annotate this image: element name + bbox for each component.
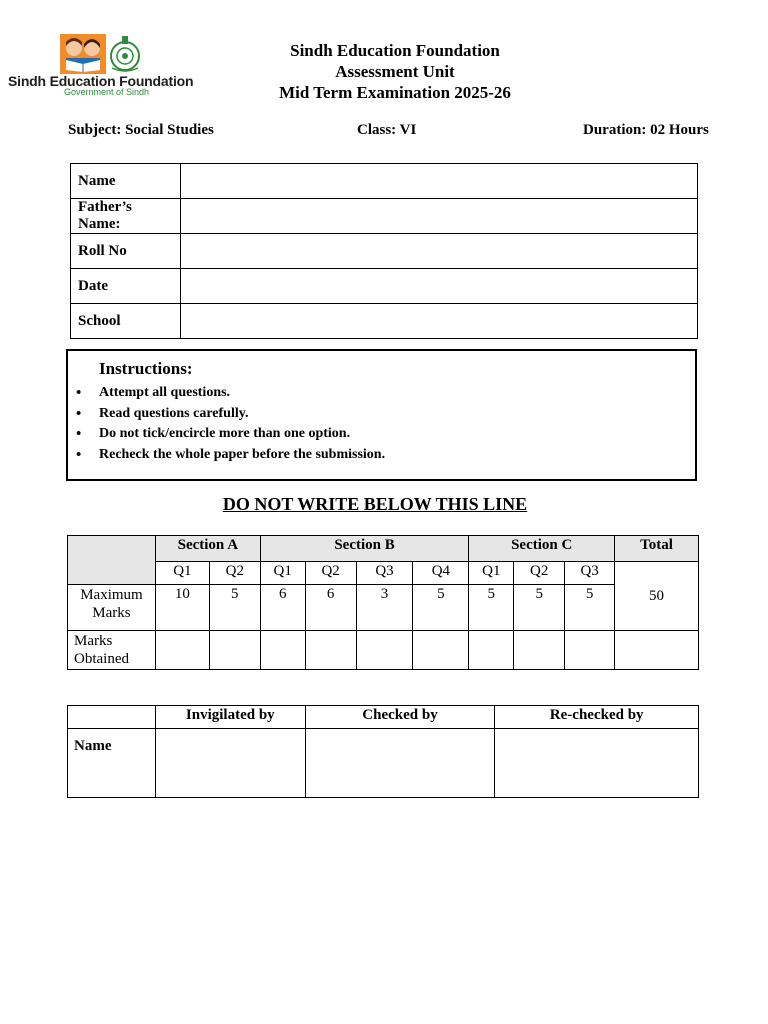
class-label: Class: VI xyxy=(357,122,417,138)
rechecker-name-field[interactable] xyxy=(495,729,699,798)
question-header: Q4 xyxy=(413,562,469,585)
instruction-item: • Recheck the whole paper before the submission. xyxy=(99,445,385,466)
max-mark-cell: 5 xyxy=(469,585,514,631)
instruction-item: • Do not tick/encircle more than one option. xyxy=(99,424,385,445)
signature-table xyxy=(67,705,699,798)
info-label: Name xyxy=(71,164,181,199)
question-header: Q3 xyxy=(356,562,413,585)
exam-header xyxy=(250,40,540,103)
checked-by-header: Checked by xyxy=(305,706,495,729)
info-row-father-name xyxy=(71,199,698,234)
obtained-mark-cell[interactable] xyxy=(209,631,260,670)
signature-name-row xyxy=(68,729,699,798)
signature-corner-cell xyxy=(68,706,156,729)
instruction-item: • Attempt all questions. xyxy=(99,383,385,404)
max-mark-cell: 5 xyxy=(565,585,615,631)
marks-obtained-row xyxy=(68,631,699,670)
roll-no-field[interactable] xyxy=(181,234,698,269)
obtained-mark-cell[interactable] xyxy=(469,631,514,670)
instructions-list xyxy=(99,383,385,465)
obtained-mark-cell[interactable] xyxy=(514,631,565,670)
obtained-mark-cell[interactable] xyxy=(356,631,413,670)
question-header: Q2 xyxy=(209,562,260,585)
max-marks-label: Maximum Marks xyxy=(68,585,156,631)
section-c-header: Section C xyxy=(469,536,615,562)
subject-label: Subject: Social Studies xyxy=(68,122,214,138)
obtained-total-cell[interactable] xyxy=(615,631,699,670)
signature-header-row xyxy=(68,706,699,729)
date-field[interactable] xyxy=(181,269,698,304)
obtained-mark-cell[interactable] xyxy=(155,631,209,670)
obtained-mark-cell[interactable] xyxy=(413,631,469,670)
header-exam-title: Mid Term Examination 2025-26 xyxy=(279,83,511,102)
duration-label: Duration: 02 Hours xyxy=(583,122,709,138)
school-field[interactable] xyxy=(181,304,698,339)
logo-text: Sindh Education Foundation xyxy=(8,73,194,89)
max-mark-cell: 3 xyxy=(356,585,413,631)
info-label: School xyxy=(71,304,181,339)
total-max-marks: 50 xyxy=(615,562,699,631)
section-b-header: Section B xyxy=(260,536,469,562)
obtained-mark-cell[interactable] xyxy=(305,631,356,670)
question-header: Q2 xyxy=(305,562,356,585)
invigilator-name-field[interactable] xyxy=(155,729,305,798)
name-field[interactable] xyxy=(181,164,698,199)
total-header: Total xyxy=(615,536,699,562)
info-label: Roll No xyxy=(71,234,181,269)
info-row-date xyxy=(71,269,698,304)
rechecked-by-header: Re-checked by xyxy=(495,706,699,729)
do-not-write-notice: DO NOT WRITE BELOW THIS LINE xyxy=(222,494,528,514)
marks-question-row xyxy=(68,562,699,585)
checker-name-field[interactable] xyxy=(305,729,495,798)
children-reading-icon xyxy=(60,34,106,74)
max-mark-cell: 5 xyxy=(209,585,260,631)
max-mark-cell: 5 xyxy=(514,585,565,631)
header-organization: Sindh Education Foundation xyxy=(290,41,500,60)
marks-section-row xyxy=(68,536,699,562)
question-header: Q1 xyxy=(155,562,209,585)
sef-logo xyxy=(8,34,194,98)
section-a-header: Section A xyxy=(155,536,260,562)
info-row-name xyxy=(71,164,698,199)
max-mark-cell: 5 xyxy=(413,585,469,631)
student-info-table xyxy=(70,163,698,339)
info-row-roll-no xyxy=(71,234,698,269)
marks-table xyxy=(67,535,699,670)
info-row-school xyxy=(71,304,698,339)
info-label: Date xyxy=(71,269,181,304)
instructions-box xyxy=(66,349,697,481)
instruction-item: • Read questions carefully. xyxy=(99,404,385,425)
sindh-government-emblem-icon xyxy=(106,34,144,74)
signature-name-label: Name xyxy=(68,729,156,798)
question-header: Q1 xyxy=(260,562,305,585)
question-header: Q2 xyxy=(514,562,565,585)
question-header: Q1 xyxy=(469,562,514,585)
instructions-title: Instructions: xyxy=(99,359,193,378)
logo-subtext: Government of Sindh xyxy=(64,87,150,97)
info-label: Father’s Name: xyxy=(71,199,181,234)
obtained-mark-cell[interactable] xyxy=(260,631,305,670)
max-mark-cell: 6 xyxy=(305,585,356,631)
max-marks-row xyxy=(68,585,699,631)
marks-corner-cell xyxy=(68,536,156,585)
marks-obtained-label: Marks Obtained xyxy=(68,631,156,670)
header-unit: Assessment Unit xyxy=(335,62,455,81)
max-mark-cell: 10 xyxy=(155,585,209,631)
max-mark-cell: 6 xyxy=(260,585,305,631)
father-name-field[interactable] xyxy=(181,199,698,234)
question-header: Q3 xyxy=(565,562,615,585)
obtained-mark-cell[interactable] xyxy=(565,631,615,670)
invigilated-by-header: Invigilated by xyxy=(155,706,305,729)
